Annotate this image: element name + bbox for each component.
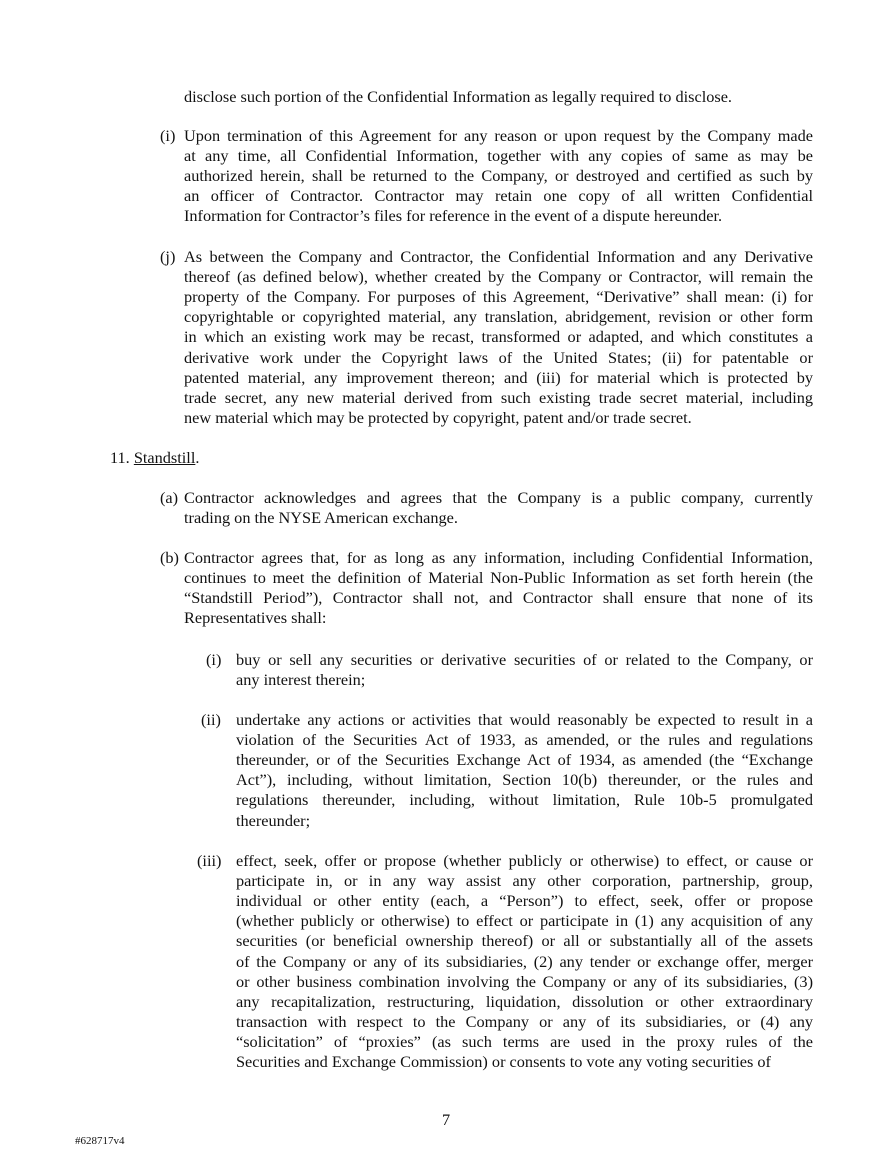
paragraph-line: thereunder; [236, 810, 311, 830]
paragraph-line: Contractor agrees that, for as long as any information, including Confidential Information, [184, 548, 813, 567]
paragraph-label: (ii) [201, 710, 221, 729]
paragraph-line: property of the Company. For purposes of this Agreement, “Derivative” shall mean: (i) for [184, 287, 813, 307]
paragraph-line: copyrightable or copyrighted material, any translation, abridgement, revision or other form [184, 307, 813, 327]
paragraph-line: patented material, any improvement thereon; and (iii) for material which is protected by [184, 367, 813, 387]
lead-line: disclose such portion of the Confidential Information as legally required to disclose. [184, 87, 733, 106]
paragraph-line: “Standstill Period”), Contractor shall not, and Contractor shall ensure that none of its [184, 588, 813, 608]
paragraph-line: undertake any actions or activities that would reasonably be expected to result in a [236, 710, 813, 729]
page-number: 7 [442, 1110, 451, 1129]
paragraph-line: new material which may be protected by copyright, patent and/or trade secret. [184, 407, 692, 427]
paragraph-line: transaction with respect to the Company or any of its subsidiaries, or (4) any [236, 1011, 813, 1031]
paragraph-line: As between the Company and Contractor, the Confidential Information and any Derivative [184, 247, 813, 266]
paragraph-line: “solicitation” of “proxies” (as such terms are used in the proxy rules of the [236, 1031, 813, 1051]
paragraph-line: Act”), including, without limitation, Section 10(b) thereunder, or the rules and [236, 770, 813, 790]
paragraph-line: trading on the NYSE American exchange. [184, 508, 458, 528]
paragraph-line: Securities and Exchange Commission) or consents to vote any voting securities of [236, 1052, 771, 1071]
paragraph-line: (whether publicly or otherwise) to effect or participate in (1) any acquisition of any [236, 911, 813, 931]
paragraph-label: (iii) [197, 851, 222, 870]
section-number: 11. [110, 448, 130, 467]
paragraph-label: (i) [160, 126, 176, 145]
section-title: Standstill [133, 448, 196, 467]
section-heading [110, 448, 199, 468]
paragraph-line: Contractor acknowledges and agrees that the Company is a public company, currently [184, 488, 813, 507]
paragraph-line: Upon termination of this Agreement for any reason or upon request by the Company made [184, 126, 813, 145]
paragraph-line: participate in, or in any way assist any other corporation, partnership, group, [236, 871, 813, 891]
paragraph-line: continues to meet the definition of Material Non-Public Information as set forth herein (the [184, 568, 813, 588]
paragraph-line: Information for Contractor’s files for reference in the event of a dispute hereunder. [184, 206, 723, 226]
paragraph-line: securities (or beneficial ownership thereof) or all or substantially all of the assets [236, 931, 813, 951]
paragraph-line: of the Company or any of its subsidiaries, (2) any tender or exchange offer, merger [236, 951, 813, 971]
paragraph-line: regulations thereunder, including, without limitation, Rule 10b-5 promulgated [236, 790, 813, 810]
paragraph-line: thereof (as defined below), whether created by the Company or Contractor, will remain the [184, 267, 813, 287]
paragraph-label: (b) [160, 548, 179, 567]
paragraph-line: in which an existing work may be recast, transformed or adapted, and which constitutes a [184, 327, 813, 347]
document-id: #628717v4 [75, 1135, 125, 1147]
paragraph-line: any interest therein; [236, 670, 366, 690]
paragraph-line: thereunder, or of the Securities Exchange Act of 1934, as amended (the “Exchange [236, 750, 813, 770]
paragraph-line: effect, seek, offer or propose (whether publicly or otherwise) to effect, or cause or [236, 851, 813, 870]
paragraph-label: (j) [160, 247, 176, 266]
paragraph-line: buy or sell any securities or derivative securities of or related to the Company, or [236, 650, 813, 669]
paragraph-line: authorized herein, shall be returned to the Company, or destroyed and certified as such by [184, 166, 813, 186]
paragraph-label: (a) [160, 488, 179, 507]
paragraph-line: violation of the Securities Act of 1933, as amended, or the rules and regulations [236, 730, 813, 750]
paragraph-line: or other business combination involving the Company or any of its subsidiaries, (3) [236, 971, 813, 991]
paragraph-line: an officer of Contractor. Contractor may retain one copy of all written Confidential [184, 186, 813, 206]
paragraph-line: at any time, all Confidential Information, together with any copies of same as may be [184, 146, 813, 166]
paragraph-line: trade secret, any new material derived from such existing trade secret material, including [184, 387, 813, 407]
paragraph-line: Representatives shall: [184, 608, 327, 628]
paragraph-label: (i) [206, 650, 222, 669]
paragraph-line: individual or other entity (each, a “Person”) to effect, seek, offer or propose [236, 891, 813, 911]
section-suffix: . [195, 448, 200, 467]
paragraph-line: derivative work under the Copyright laws of the United States; (ii) for patentable or [184, 347, 813, 367]
paragraph-line: any recapitalization, restructuring, liquidation, dissolution or other extraordinary [236, 991, 813, 1011]
